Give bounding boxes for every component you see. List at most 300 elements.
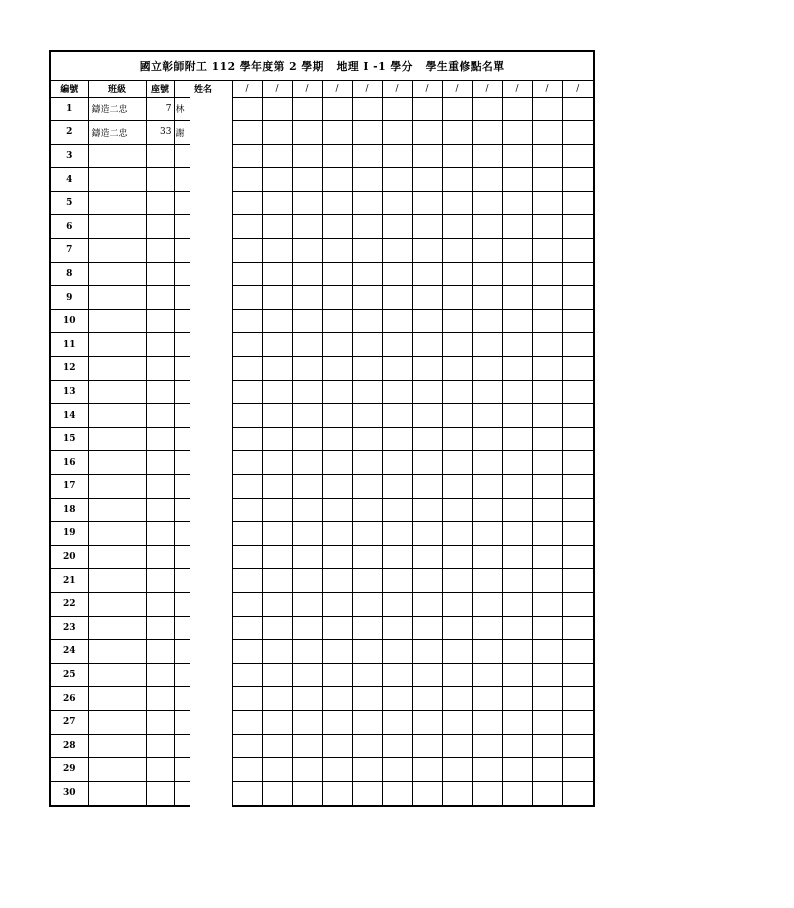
row-class [88,640,146,664]
attendance-cell [502,616,532,640]
row-class [88,734,146,758]
attendance-cell [232,569,262,593]
attendance-cell [322,663,352,687]
attendance-cell [232,475,262,499]
attendance-cell [502,380,532,404]
attendance-cell [472,286,502,310]
attendance-cell [352,616,382,640]
attendance-cell [322,451,352,475]
attendance-cell [472,333,502,357]
attendance-cell [472,144,502,168]
attendance-cell [382,498,412,522]
attendance-cell [562,121,593,145]
attendance-cell [472,758,502,782]
attendance-cell [532,357,562,381]
attendance-cell [382,545,412,569]
attendance-cell [292,687,322,711]
attendance-cell [472,640,502,664]
attendance-cell [352,97,382,121]
attendance-cell [382,687,412,711]
attendance-cell [262,262,292,286]
attendance-cell [472,569,502,593]
attendance-cell [412,286,442,310]
attendance-cell [262,758,292,782]
attendance-cell [472,781,502,805]
attendance-cell [502,451,532,475]
attendance-cell [502,734,532,758]
row-seat [146,498,174,522]
attendance-cell [352,404,382,428]
attendance-cell [502,286,532,310]
table-row [51,710,593,734]
attendance-cell [562,144,593,168]
attendance-cell [502,262,532,286]
attendance-cell [352,758,382,782]
attendance-cell [382,121,412,145]
table-row [51,569,593,593]
attendance-cell [352,380,382,404]
attendance-cell [232,545,262,569]
attendance-cell [352,781,382,805]
attendance-sheet [49,50,595,807]
attendance-cell [232,616,262,640]
attendance-cell [562,427,593,451]
attendance-cell [292,616,322,640]
attendance-cell [382,309,412,333]
attendance-cell [502,333,532,357]
attendance-cell [322,781,352,805]
row-class [88,781,146,805]
row-seat [146,380,174,404]
attendance-cell [292,239,322,263]
attendance-cell [232,522,262,546]
attendance-cell [412,522,442,546]
attendance-cell [532,640,562,664]
attendance-cell [382,168,412,192]
attendance-cell [292,427,322,451]
attendance-cell [562,569,593,593]
attendance-cell [262,215,292,239]
attendance-cell [292,286,322,310]
attendance-cell [382,380,412,404]
attendance-cell [292,710,322,734]
attendance-cell [382,781,412,805]
attendance-cell [382,144,412,168]
table-row [51,734,593,758]
attendance-cell [412,215,442,239]
attendance-cell [562,475,593,499]
attendance-cell [502,168,532,192]
header-seat: 座號 [146,81,174,97]
table-row [51,215,593,239]
attendance-cell [502,357,532,381]
attendance-cell [412,262,442,286]
header-date: / [472,81,502,97]
row-class [88,710,146,734]
row-class [88,758,146,782]
attendance-cell [292,592,322,616]
attendance-cell [472,121,502,145]
attendance-cell [292,191,322,215]
attendance-cell [412,475,442,499]
row-seat [146,309,174,333]
attendance-cell [262,404,292,428]
attendance-cell [322,545,352,569]
attendance-cell [262,687,292,711]
attendance-cell [262,380,292,404]
attendance-cell [232,357,262,381]
row-number: 9 [51,286,88,310]
attendance-cell [442,427,472,451]
attendance-cell [382,333,412,357]
attendance-cell [502,522,532,546]
attendance-cell [532,309,562,333]
attendance-cell [322,309,352,333]
row-class [88,663,146,687]
attendance-cell [442,592,472,616]
title-row [51,52,593,81]
attendance-table [51,81,593,805]
row-class: 鑄造二忠 [88,121,146,145]
attendance-cell [352,309,382,333]
attendance-cell [472,734,502,758]
attendance-cell [562,734,593,758]
attendance-cell [472,357,502,381]
attendance-cell [532,262,562,286]
attendance-cell [502,215,532,239]
row-class [88,357,146,381]
row-number: 2 [51,121,88,145]
row-seat [146,734,174,758]
attendance-cell [382,262,412,286]
attendance-cell [532,592,562,616]
attendance-cell [442,545,472,569]
attendance-cell [262,357,292,381]
attendance-cell [502,758,532,782]
attendance-cell [262,427,292,451]
attendance-cell [322,357,352,381]
table-row [51,333,593,357]
attendance-cell [232,239,262,263]
attendance-cell [262,168,292,192]
attendance-cell [412,121,442,145]
attendance-cell [472,663,502,687]
row-number: 25 [51,663,88,687]
attendance-cell [382,475,412,499]
attendance-cell [412,687,442,711]
attendance-cell [472,380,502,404]
attendance-cell [472,545,502,569]
attendance-cell [322,380,352,404]
attendance-cell [502,569,532,593]
attendance-cell [412,380,442,404]
attendance-cell [292,309,322,333]
attendance-cell [502,687,532,711]
attendance-cell [442,663,472,687]
row-number: 5 [51,191,88,215]
attendance-cell [382,569,412,593]
header-name: 姓名 [174,81,232,97]
attendance-cell [232,380,262,404]
row-class [88,215,146,239]
attendance-cell [262,144,292,168]
attendance-cell [352,498,382,522]
table-row [51,616,593,640]
attendance-cell [232,144,262,168]
attendance-cell [292,121,322,145]
attendance-cell [562,380,593,404]
attendance-cell [352,215,382,239]
attendance-cell [472,475,502,499]
attendance-cell [442,239,472,263]
attendance-cell [562,663,593,687]
attendance-cell [292,357,322,381]
header-date: / [322,81,352,97]
attendance-cell [322,640,352,664]
attendance-cell [262,663,292,687]
attendance-cell [412,663,442,687]
attendance-cell [262,451,292,475]
attendance-cell [412,191,442,215]
attendance-cell [442,451,472,475]
attendance-cell [232,427,262,451]
attendance-cell [532,475,562,499]
attendance-cell [322,333,352,357]
attendance-cell [532,427,562,451]
attendance-cell [532,569,562,593]
row-number: 16 [51,451,88,475]
attendance-cell [442,309,472,333]
attendance-cell [532,781,562,805]
name-column-redaction [190,96,232,816]
row-seat [146,663,174,687]
row-number: 26 [51,687,88,711]
attendance-cell [442,333,472,357]
attendance-cell [322,191,352,215]
attendance-cell [562,451,593,475]
table-row [51,451,593,475]
attendance-cell [412,734,442,758]
attendance-cell [262,710,292,734]
attendance-cell [532,333,562,357]
attendance-cell [472,262,502,286]
attendance-cell [532,380,562,404]
attendance-cell [232,97,262,121]
attendance-cell [562,592,593,616]
attendance-cell [352,191,382,215]
attendance-cell [382,522,412,546]
header-number: 編號 [60,85,79,96]
attendance-cell [442,781,472,805]
attendance-cell [382,357,412,381]
attendance-cell [352,475,382,499]
attendance-cell [292,333,322,357]
table-row [51,121,593,145]
attendance-cell [442,404,472,428]
attendance-cell [292,144,322,168]
attendance-cell [442,191,472,215]
row-number: 28 [51,734,88,758]
attendance-cell [382,640,412,664]
attendance-cell [382,616,412,640]
attendance-cell [262,640,292,664]
row-seat [146,687,174,711]
attendance-cell [472,404,502,428]
attendance-cell [562,687,593,711]
row-seat [146,451,174,475]
row-number: 7 [51,239,88,263]
attendance-cell [472,710,502,734]
attendance-cell [322,144,352,168]
attendance-cell [262,781,292,805]
row-seat [146,592,174,616]
attendance-cell [532,215,562,239]
row-number: 21 [51,569,88,593]
attendance-cell [502,404,532,428]
attendance-cell [352,239,382,263]
attendance-cell [352,286,382,310]
attendance-cell [322,286,352,310]
table-row [51,97,593,121]
row-number: 4 [51,168,88,192]
row-seat: 7 [146,97,174,121]
row-number: 19 [51,522,88,546]
row-number: 30 [51,781,88,805]
attendance-cell [532,451,562,475]
attendance-cell [412,168,442,192]
attendance-cell [262,191,292,215]
attendance-cell [262,616,292,640]
attendance-cell [232,710,262,734]
attendance-cell [322,262,352,286]
attendance-cell [502,427,532,451]
attendance-cell [232,333,262,357]
attendance-cell [292,522,322,546]
attendance-cell [562,262,593,286]
attendance-cell [562,616,593,640]
row-number: 23 [51,616,88,640]
attendance-cell [262,309,292,333]
attendance-cell [502,592,532,616]
attendance-cell [532,710,562,734]
table-row [51,498,593,522]
attendance-cell [322,215,352,239]
row-seat [146,569,174,593]
row-class [88,569,146,593]
attendance-cell [532,239,562,263]
attendance-cell [442,121,472,145]
row-number: 1 [51,97,88,121]
attendance-cell [412,144,442,168]
attendance-cell [322,734,352,758]
row-number: 24 [51,640,88,664]
attendance-cell [262,592,292,616]
header-date: / [562,81,593,97]
attendance-cell [412,404,442,428]
attendance-cell [562,781,593,805]
attendance-cell [292,734,322,758]
attendance-cell [352,569,382,593]
attendance-cell [232,734,262,758]
attendance-cell [352,663,382,687]
attendance-cell [532,404,562,428]
attendance-cell [232,640,262,664]
row-class [88,545,146,569]
table-row [51,309,593,333]
row-seat [146,404,174,428]
row-class [88,286,146,310]
row-class [88,498,146,522]
attendance-cell [412,616,442,640]
attendance-cell [562,239,593,263]
row-seat [146,781,174,805]
attendance-cell [472,687,502,711]
table-row [51,144,593,168]
table-row [51,286,593,310]
row-seat [146,144,174,168]
attendance-cell [502,663,532,687]
attendance-cell [382,734,412,758]
attendance-cell [352,545,382,569]
attendance-cell [322,569,352,593]
attendance-cell [532,734,562,758]
row-number: 15 [51,427,88,451]
table-row [51,404,593,428]
attendance-cell [472,215,502,239]
row-seat [146,758,174,782]
header-row [51,81,593,97]
attendance-cell [562,333,593,357]
attendance-cell [232,121,262,145]
row-class [88,333,146,357]
attendance-cell [262,545,292,569]
attendance-cell [532,97,562,121]
attendance-cell [232,498,262,522]
attendance-cell [382,404,412,428]
attendance-cell [562,309,593,333]
sheet-title: 國立彰師附工 112 學年度第 2 學期 地理 I -1 學分 學生重修點名單 [139,60,505,73]
attendance-cell [322,616,352,640]
attendance-cell [442,357,472,381]
attendance-cell [292,781,322,805]
row-seat [146,357,174,381]
attendance-cell [412,333,442,357]
attendance-cell [232,168,262,192]
attendance-cell [232,191,262,215]
header-date: / [262,81,292,97]
header-date: / [502,81,532,97]
row-seat [146,191,174,215]
attendance-cell [322,168,352,192]
attendance-cell [322,592,352,616]
attendance-cell [502,97,532,121]
row-number: 6 [51,215,88,239]
attendance-cell [472,498,502,522]
attendance-cell [472,616,502,640]
attendance-cell [292,758,322,782]
row-number: 18 [51,498,88,522]
attendance-cell [442,758,472,782]
attendance-cell [442,475,472,499]
row-class [88,475,146,499]
attendance-cell [232,404,262,428]
attendance-cell [412,427,442,451]
row-class [88,592,146,616]
attendance-cell [292,640,322,664]
row-class [88,191,146,215]
attendance-cell [352,262,382,286]
attendance-cell [472,592,502,616]
